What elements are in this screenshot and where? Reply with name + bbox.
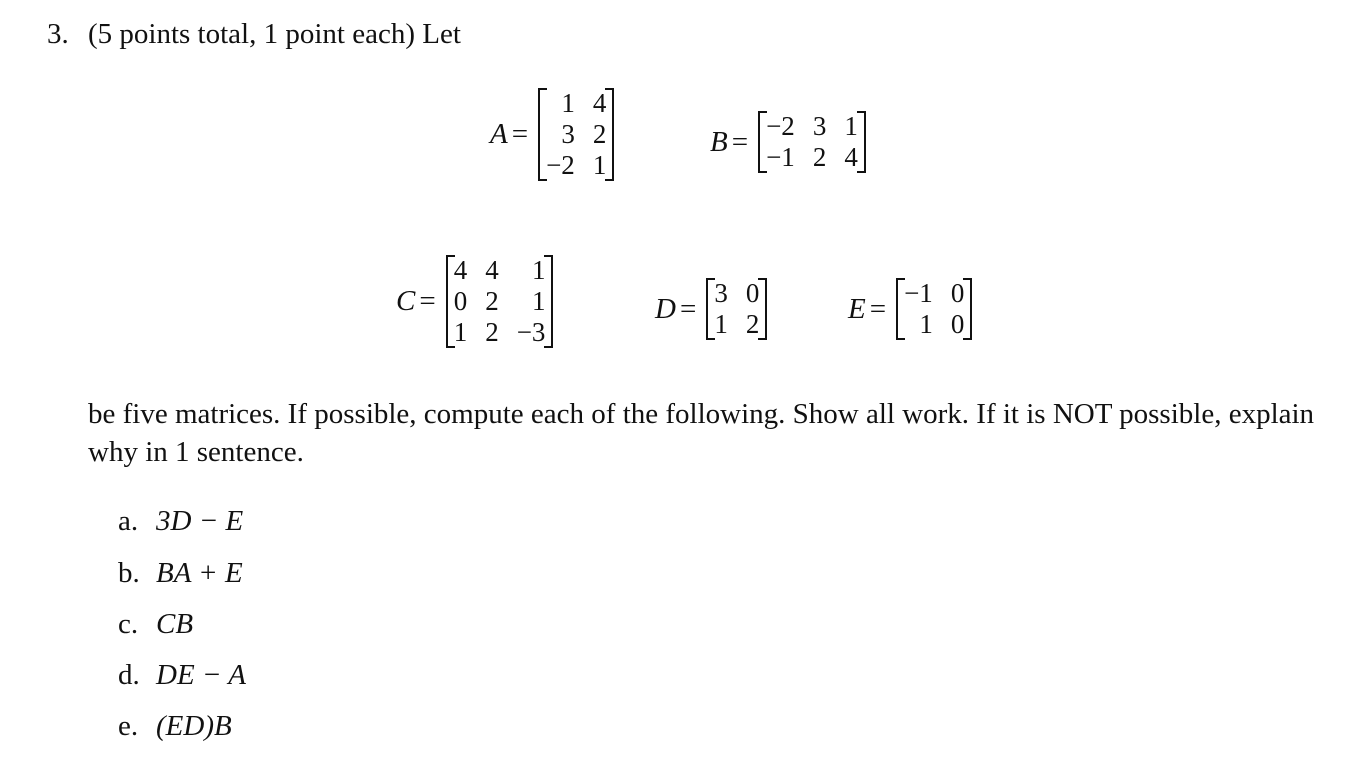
part-expression: (ED)B — [156, 710, 232, 742]
matrix-b-equation — [710, 111, 866, 173]
matrix-cell: 3 — [812, 111, 827, 141]
part-expression: 3D − E — [156, 505, 244, 537]
equals-sign: = — [419, 285, 436, 317]
part-expression: BA + E — [156, 557, 243, 589]
matrix-d-label: D — [655, 292, 676, 325]
matrix-d-equation — [655, 278, 767, 340]
matrix-cell: 4 — [844, 142, 858, 172]
matrix-b-label: B — [710, 125, 728, 158]
matrix-a — [538, 88, 614, 181]
part-letter: b. — [118, 557, 140, 589]
matrix-e-label: E — [848, 292, 866, 325]
matrix-cell: 1 — [714, 309, 728, 339]
matrix-cell: 1 — [453, 317, 468, 347]
question-heading: (5 points total, 1 point each) Let — [88, 18, 461, 50]
matrix-b — [758, 111, 866, 173]
equals-sign: = — [869, 292, 887, 325]
instructions-paragraph: be five matrices. If possible, compute each of the following. Show all work. If it is NOT possible, explain why in 1 sentence. — [88, 398, 1315, 468]
part-letter: a. — [118, 505, 139, 537]
matrix-cell: 1 — [919, 309, 933, 339]
part-letter: e. — [118, 710, 139, 742]
matrix-cell: 4 — [485, 255, 499, 285]
matrix-cell: 1 — [531, 286, 546, 316]
matrix-a-label: A — [490, 118, 508, 150]
part-letter: d. — [118, 659, 140, 691]
part-d — [118, 659, 246, 692]
matrix-cell: −1 — [766, 142, 795, 172]
matrix-cell: 3 — [561, 119, 575, 149]
matrix-cell: 0 — [950, 278, 965, 308]
matrix-cell: 1 — [531, 255, 546, 285]
equals-sign: = — [511, 118, 529, 150]
matrix-d — [706, 278, 767, 340]
part-c — [118, 608, 193, 641]
matrix-cell: 1 — [561, 88, 575, 118]
matrix-cell: 1 — [844, 111, 858, 141]
matrix-c — [446, 255, 554, 348]
matrix-a-equation — [490, 88, 614, 181]
part-a — [118, 505, 243, 538]
matrix-e — [896, 278, 972, 340]
part-letter: c. — [118, 608, 139, 640]
matrix-c-label: C — [396, 285, 416, 317]
part-expression: CB — [156, 608, 194, 640]
matrix-cell: −3 — [516, 317, 546, 347]
matrix-cell: 0 — [950, 309, 965, 339]
part-expression: DE − A — [156, 659, 246, 691]
matrix-c-equation — [396, 255, 553, 348]
matrix-cell: −2 — [546, 150, 575, 180]
matrix-cell: 4 — [453, 255, 468, 285]
matrix-cell: 2 — [745, 309, 760, 339]
matrix-cell: 3 — [714, 278, 728, 308]
matrix-cell: 0 — [745, 278, 760, 308]
matrix-cell: −1 — [904, 278, 933, 308]
matrix-cell: 0 — [453, 286, 468, 316]
equals-sign: = — [679, 292, 697, 325]
matrix-e-equation — [848, 278, 972, 340]
matrix-cell: 2 — [485, 286, 499, 316]
question-number: 3. — [47, 18, 69, 50]
matrix-cell: 4 — [592, 88, 607, 118]
matrix-cell: 2 — [485, 317, 499, 347]
matrix-cell: 2 — [592, 119, 607, 149]
matrix-cell: −2 — [766, 111, 795, 141]
part-b — [118, 557, 243, 590]
equals-sign: = — [731, 125, 749, 158]
matrix-cell: 2 — [812, 142, 827, 172]
part-e — [118, 710, 232, 743]
matrix-cell: 1 — [592, 150, 607, 180]
